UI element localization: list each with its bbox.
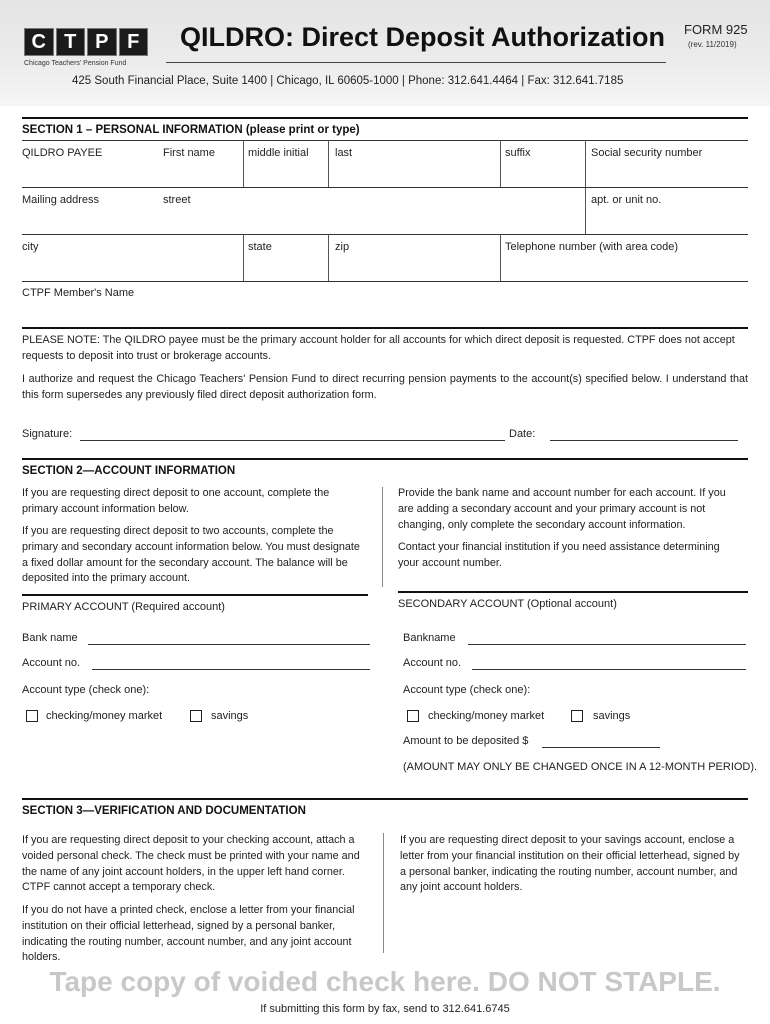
column-divider [383,833,384,953]
telephone-field[interactable]: Telephone number (with area code) [505,241,679,253]
signature-label: Signature: [22,428,73,440]
signature-line[interactable] [80,440,505,441]
primary-account-label: Account no. [22,657,81,669]
section3-right-text: If you are requesting direct deposit to your savings account, enclose a letter from your financial institution on their official letterhead, signed by a personal banker, indicating the routing number, account number, and any joint account holders. [400,834,740,894]
row-divider [22,281,748,282]
authorization-text: I authorize and request the Chicago Teachers' Pension Fund to direct recurring pension payments to the account(s) specified below. I understand that this form supersedes any previously filed direct deposit authorization form. [22,373,748,401]
logo-letter: T [56,28,86,56]
secondary-account-heading: SECONDARY ACCOUNT (Optional account) [398,598,617,610]
row-divider [22,187,748,188]
secondary-bank-label: Bankname [403,632,456,644]
secondary-account-line[interactable] [472,669,746,670]
mailing-address-label: Mailing address [22,194,100,206]
title-divider [166,62,666,63]
date-line[interactable] [550,440,738,441]
logo-letter: P [87,28,117,56]
primary-account-heading: PRIMARY ACCOUNT (Required account) [22,601,225,613]
field-divider [243,234,244,281]
section-divider [22,458,748,460]
ctpf-logo [24,28,148,56]
primary-divider [22,594,368,596]
primary-bank-line[interactable] [88,644,370,645]
amount-label: Amount to be deposited $ [403,735,529,747]
last-name-field[interactable]: last [335,147,353,159]
primary-checking-checkbox[interactable] [26,710,38,722]
section1-heading: SECTION 1 – PERSONAL INFORMATION (please print or type) [22,124,360,136]
ssn-field[interactable]: Social security number [591,147,703,159]
primary-checking-label: checking/money market [46,710,163,722]
section-divider [22,117,748,119]
field-divider [500,140,501,187]
logo-letter: F [119,28,149,56]
secondary-checking-checkbox[interactable] [407,710,419,722]
amount-note: (AMOUNT MAY ONLY BE CHANGED ONCE IN A 12-MONTH PERIOD). [403,761,758,773]
primary-savings-checkbox[interactable] [190,710,202,722]
date-label: Date: [509,428,536,440]
middle-initial-field[interactable]: middle initial [248,147,309,159]
fax-instruction: If submitting this form by fax, send to 312.641.6745 [260,1003,510,1015]
first-name-field[interactable]: First name [163,147,215,159]
fund-address: 425 South Financial Place, Suite 1400 | Chicago, IL 60605-1000 | Phone: 312.641.4464 | Fax: 312.641.7185 [72,75,624,87]
section3-left-text-2: If you do not have a printed check, enclose a letter from your financial institution on their official letterhead, signed by a personal banker, indicating the routing number, account number, and any joint account holders. [22,904,355,964]
secondary-savings-checkbox[interactable] [571,710,583,722]
street-field[interactable]: street [163,194,191,206]
row-divider [22,234,748,235]
form-revision: (rev. 11/2019) [688,40,737,49]
primary-account-line[interactable] [92,669,370,670]
zip-field[interactable]: zip [335,241,350,253]
page-title: QILDRO: Direct Deposit Authorization [180,22,665,52]
apt-field[interactable]: apt. or unit no. [591,194,662,206]
secondary-savings-label: savings [593,710,631,722]
section2-right-text-2: Contact your financial institution if you need assistance determining your account number. [398,541,720,569]
secondary-divider [398,591,748,593]
suffix-field[interactable]: suffix [505,147,531,159]
field-divider [328,140,329,187]
section-divider [22,327,748,329]
member-name-field[interactable]: CTPF Member's Name [22,287,135,299]
section3-heading: SECTION 3—VERIFICATION AND DOCUMENTATION [22,805,306,817]
field-divider [243,140,244,187]
secondary-type-label: Account type (check one): [403,684,531,696]
primary-savings-label: savings [211,710,249,722]
section2-left-text-2: If you are requesting direct deposit to two accounts, complete the primary and secondary account information below. You must designate a fixed dollar amount for the secondary account. The balance will be deposited into the primary account. [22,525,360,585]
city-field[interactable]: city [22,241,39,253]
field-divider [500,234,501,281]
tape-check-instruction: Tape copy of voided check here. DO NOT STAPLE. [49,966,721,997]
secondary-bank-line[interactable] [468,644,746,645]
logo-subtitle: Chicago Teachers' Pension Fund [24,60,127,67]
amount-line[interactable] [542,747,660,748]
payee-label: QILDRO PAYEE [22,147,103,159]
section2-left-text-1: If you are requesting direct deposit to one account, complete the primary account information below. [22,487,330,515]
logo-letter: C [24,28,54,56]
section3-left-text-1: If you are requesting direct deposit to your checking account, attach a voided personal check. The check must be printed with your name and the name of any joint account holders, in the upper left hand corner. CTPF cannot accept a temporary check. [22,834,360,894]
section2-right-text-1: Provide the bank name and account number for each account. If you are adding a secondary account and your primary account is not changing, only complete the secondary account information. [398,487,726,531]
primary-type-label: Account type (check one): [22,684,150,696]
state-field[interactable]: state [248,241,272,253]
secondary-checking-label: checking/money market [428,710,545,722]
section2-heading: SECTION 2—ACCOUNT INFORMATION [22,465,236,477]
please-note-text: PLEASE NOTE: The QILDRO payee must be the primary account holder for all accounts for which direct deposit is requested. CTPF does not accept requests to deposit into trust or brokerage accounts. [22,334,735,362]
secondary-account-label: Account no. [403,657,462,669]
section-divider [22,798,748,800]
column-divider [382,487,383,587]
form-number: FORM 925 [684,22,748,37]
primary-bank-label: Bank name [22,632,78,644]
row-divider [22,140,748,141]
field-divider [328,234,329,281]
